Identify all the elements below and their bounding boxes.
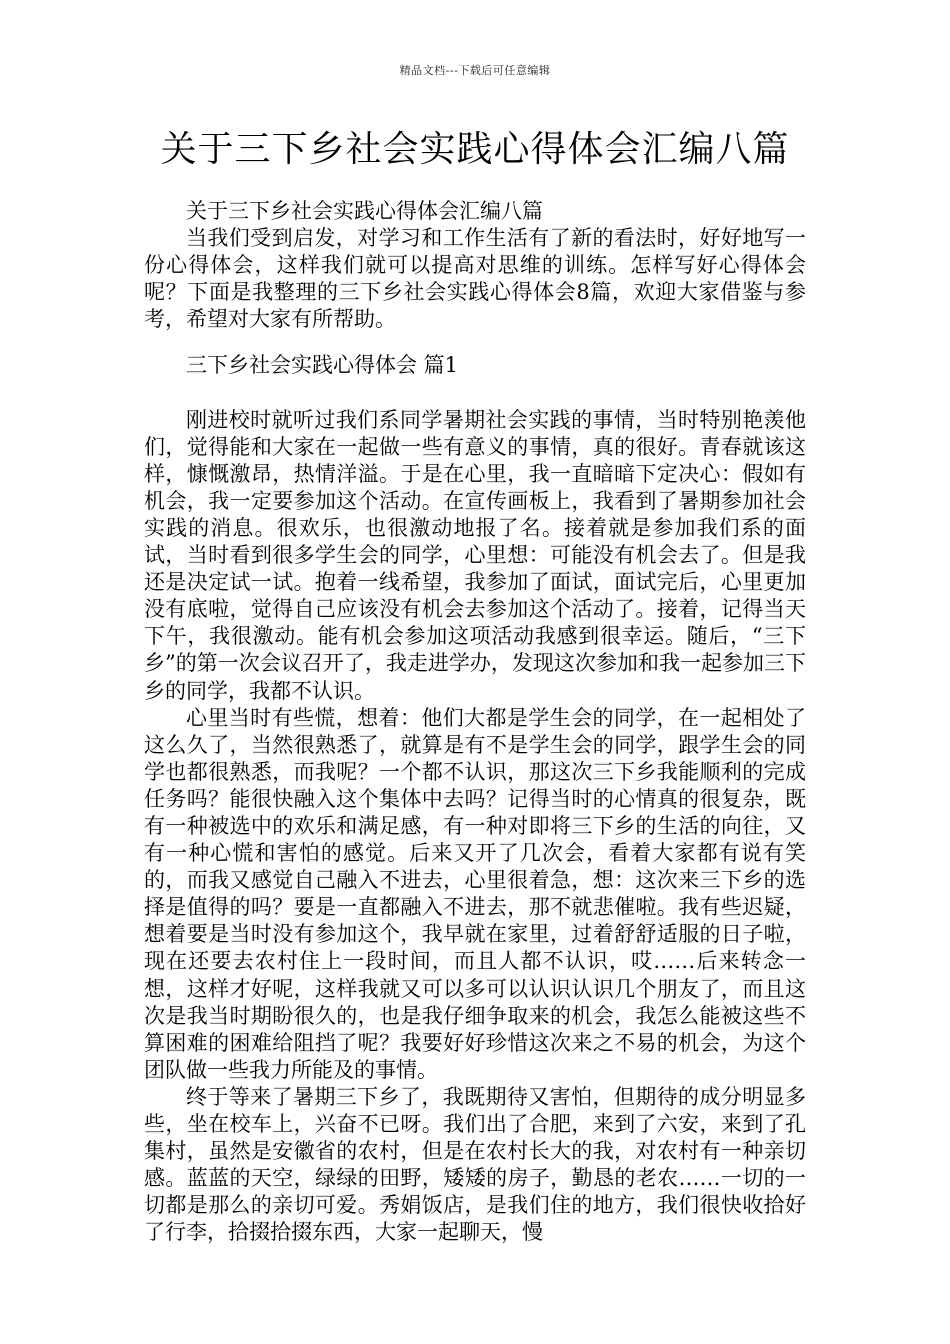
- document-title: 关于三下乡社会实践心得体会汇编八篇: [160, 129, 790, 170]
- body-paragraph: 心里当时有些慌，想着：他们大都是学生会的同学，在一起相处了这么久了，当然很熟悉了，就算是有不是学生会的同学，跟学生会的同学也都很熟悉，而我呢？一个都不认识，那这次三下乡我能顺利的完成任务吗？能很快融入这个集体中去吗？记得当时的心情真的很复杂，既有一种被选中的欢乐和满足感，有一种对即将三下乡的生活的向往，又有一种心慌和害怕的感觉。后来又开了几次会，看着大家都有说有笑的，而我又感觉自己融入不进去，心里很着急，想：这次来三下乡的选择是值得的吗？要是一直都融入不进去，那不就悲催啦。我有些迟疑，想着要是当时没有参加这个，我早就在家里，过着舒舒适服的日子啦，现在还要去农村住上一段时间，而且人都不认识，哎……后来转念一想，这样才好呢，这样我就又可以多可以认识认识几个朋友了，而且这次是我当时期盼很久的，也是我仔细争取来的机会，我怎么能被这些不算困难的困难给阻挡了呢？我要好好珍惜这次来之不易的机会，为这个团队做一些我力所能及的事情。: [144, 705, 806, 1082]
- document-body: [144, 198, 806, 1246]
- body-paragraph: 终于等来了暑期三下乡了，我既期待又害怕，但期待的成分明显多些，坐在校车上，兴奋不已呀。我们出了合肥，来到了六安，来到了孔集村，虽然是安徽省的农村，但是在农村长大的我，对农村有一种亲切感。蓝蓝的天空，绿绿的田野，矮矮的房子，勤恳的老农……一切的一切都是那么的亲切可爱。秀娟饭店，是我们住的地方，我们很快收拾好了行李，拾掇拾掇东西，大家一起聊天，慢: [144, 1084, 806, 1245]
- intro-paragraph: 当我们受到启发，对学习和工作生活有了新的看法时，好好地写一份心得体会，这样我们就可以提高对思维的训练。怎样写好心得体会呢？下面是我整理的三下乡社会实践心得体会8篇，欢迎大家借鉴与参考，希望对大家有所帮助。: [144, 226, 806, 332]
- document-subtitle: 关于三下乡社会实践心得体会汇编八篇: [186, 199, 543, 223]
- header-note: 精品文档---下载后可任意编辑: [399, 64, 551, 77]
- body-paragraph: 刚进校时就听过我们系同学暑期社会实践的事情，当时特别艳羡他们，觉得能和大家在一起做一些有意义的事情，真的很好。青春就该这样，慷慨激昂，热情洋溢。于是在心里，我一直暗暗下定决心：假如有机会，我一定要参加这个活动。在宣传画板上，我看到了暑期参加社会实践的消息。很欢乐，也很激动地报了名。接着就是参加我们系的面试，当时看到很多学生会的同学，心里想：可能没有机会去了。但是我还是决定试一试。抱着一线希望，我参加了面试，面试完后，心里更加没有底啦，觉得自己应该没有机会去参加这个活动了。接着，记得当天下午，我很激动。能有机会参加这项活动我感到很幸运。随后，“三下乡”的第一次会议召开了，我走进学办，发现这次参加和我一起参加三下乡的同学，我都不认识。: [144, 407, 806, 703]
- section-heading: 三下乡社会实践心得体会 篇1: [186, 353, 459, 378]
